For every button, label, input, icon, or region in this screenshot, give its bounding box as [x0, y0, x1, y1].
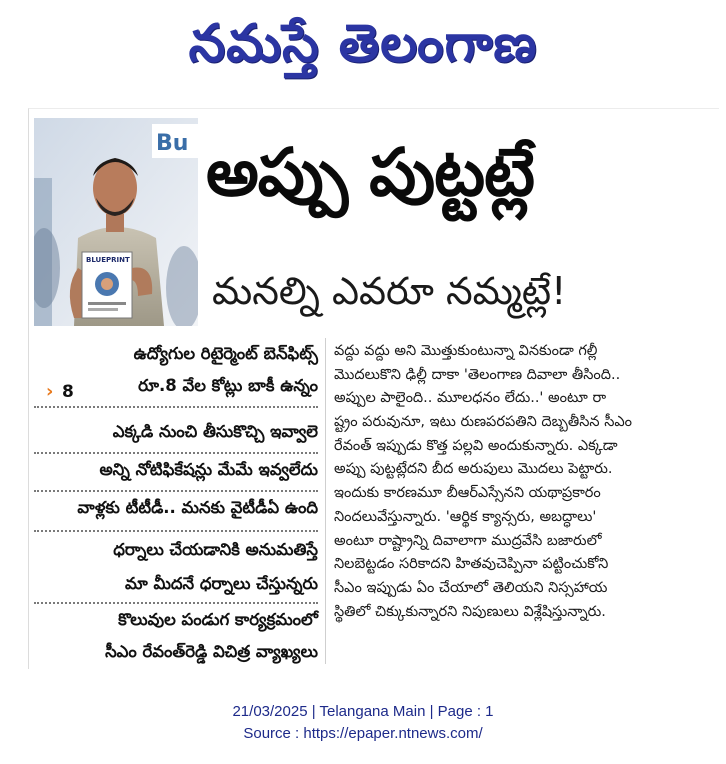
subheadline: మనల్ని ఎవరూ నమ్మట్లే! — [212, 269, 567, 313]
highlight-5-line-2: మా మీదనే ధర్నాలు చేస్తున్నరు — [124, 574, 318, 593]
article-body — [334, 340, 714, 624]
highlights-sidebar — [34, 338, 318, 668]
highlight-1-line-1: ఉద్యోగుల రిటైర్మెంట్ బెన్‌ఫిట్స్ — [133, 344, 318, 363]
highlight-separator — [34, 602, 318, 604]
body-line: స్థితిలో చిక్కుకున్నారని నిపుణులు విశ్లేషిస్తున్నారు. — [334, 603, 606, 620]
footer-date-edition: 21/03/2025 | Telangana Main | Page : 1 — [232, 703, 494, 720]
backdrop-text: Bu — [156, 131, 189, 156]
highlight-separator — [34, 490, 318, 492]
highlight-separator — [34, 406, 318, 408]
highlight-separator — [34, 452, 318, 454]
body-line: నిందలువేస్తున్నారు. 'ఆర్థిక క్యాన్సరు, అబద్ధాలు' — [334, 508, 597, 525]
highlight-3: అన్ని నోటిఫికేషన్లు మేమే ఇవ్వలేదు — [99, 460, 318, 479]
photo-illustration — [34, 118, 198, 326]
bullet-marker-icon: › — [46, 381, 54, 402]
article-photo — [34, 118, 198, 326]
highlight-6-line-1: కొలువుల పండుగ కార్యక్రమంలో — [118, 610, 318, 629]
highlight-6-line-2: సీఎం రేవంత్‌రెడ్డి విచిత్ర వ్యాఖ్యలు — [105, 642, 318, 661]
headline: అప్పు పుట్టట్లే — [206, 134, 534, 211]
body-line: అంటూ రాష్ట్రాన్ని దివాలాగా ముద్రవేసి బజారులో — [334, 532, 602, 549]
body-line: నిలబెట్టడం సరికాదని హితవుచెప్పినా పట్టించుకోని — [334, 556, 609, 573]
body-line: అప్పు పుట్టట్లేదని బీద అరుపులు మొదలు పెట్టారు. — [334, 461, 613, 478]
body-line: సీఎం ఇప్పుడు ఏం చేయాలో తెలియని నిస్సహాయ — [334, 579, 608, 596]
highlight-5-line-1: ధర్నాలు చేయడానికి అనుమతిస్తే — [113, 540, 318, 559]
column-divider — [325, 338, 326, 664]
body-line: ఇందుకు కారణమూ బీఆర్‌ఎస్సేనని యథాప్రకారం — [334, 485, 601, 502]
highlight-4: వాళ్లకు టీటీడీ.. మనకు వైటీడీఏ ఉంది — [77, 498, 318, 517]
body-line: రేవంత్ ఇప్పుడు కొత్త పల్లవి అందుకున్నారు. ఎక్కడా — [334, 437, 618, 454]
highlight-1-line-2: రూ.8 వేల కోట్లు బాకీ ఉన్నం — [138, 376, 318, 395]
body-line: మొదలుకొని ఢిల్లీ దాకా 'తెలంగాణ దివాలా తీసింది.. — [334, 366, 621, 383]
book-title: BLUEPRINT — [86, 256, 130, 264]
masthead-title: నమస్తే తెలంగాణ — [188, 14, 538, 74]
highlight-separator — [34, 530, 318, 532]
footer-source-link[interactable]: Source : https://epaper.ntnews.com/ — [243, 725, 483, 742]
body-line: ష్ట్రం పరువునూ, ఇటు రుణపరపతిని దెబ్బతీసిన సీఎం — [334, 414, 633, 431]
bullet-marker-number: 8 — [62, 382, 74, 402]
highlight-2: ఎక్కడి నుంచి తీసుకొచ్చి ఇవ్వాలె — [112, 422, 318, 441]
footer — [0, 701, 726, 745]
body-line: అప్పుల పాలైంది.. మూలధనం లేదు..' అంటూ రా — [334, 390, 607, 407]
body-line: వద్దు వద్దు అని మొత్తుకుంటున్నా వినకుండా గల్లీ — [334, 343, 598, 359]
